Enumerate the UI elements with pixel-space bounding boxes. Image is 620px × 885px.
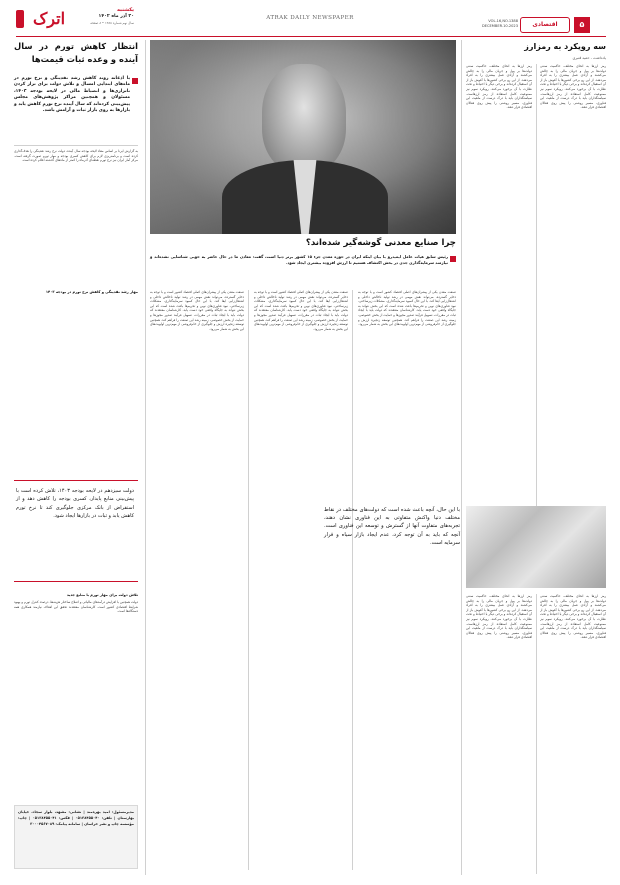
main-lead: رئیس سابق هیات عامل ایمیدرو با بیان اینکه ایران در حوزه معدن جزء ۱۵ کشور برتر دنیا است، گفت: معادن ما در حال حاضر به خوبی شناسایی نشده‌اند و نیازمند سرمایه‌گذاری جدی در بخش اکتشاف هستیم تا ارزش افزوده بیشتری ایجاد شود. <box>150 254 448 265</box>
section-tag: اقتصادی <box>520 17 570 33</box>
right-col-divider-2 <box>536 594 537 874</box>
center-title: ATRAK DAILY NEWSPAPER <box>266 15 354 21</box>
masthead <box>0 0 620 34</box>
masthead-rule <box>16 36 606 37</box>
column-divider-right <box>461 40 462 875</box>
issue-line: سال نهم شماره ۱۳۸۸ • ۸ صفحه <box>90 21 134 25</box>
main-photo <box>150 40 456 234</box>
right-body-col-4: رمز ارزها به انحای مختلف، حاکمیت سنتی دولت‌ها بر پول و جریان مالی را به چالش می‌کشند و آزادی عمل بیشتری را به افراد می‌دهند. از این رو برخی کشورها با آغوش باز از آن استقبال کرده‌اند و برخی دیگر با احتیاط و تحت نظارت با آن برخورد می‌کنند. رویکرد سوم نیز ممنوعیت کامل استفاده از رمز ارزهاست. سیاستگذاران باید با درک درست از ماهیت این فناوری، مسیر روشنی را پیش روی فعالان اقتصادی قرار دهند. <box>540 594 606 640</box>
right-body-col-1: رمز ارزها به انحای مختلف، حاکمیت سنتی دولت‌ها بر پول و جریان مالی را به چالش می‌کشند و آزادی عمل بیشتری را به افراد می‌دهند. از این رو برخی کشورها با آغوش باز از آن استقبال کرده‌اند و برخی دیگر با احتیاط و تحت نظارت با آن برخورد می‌کنند. رویکرد سوم نیز ممنوعیت کامل استفاده از رمز ارزهاست. سیاستگذاران باید با درک درست از ماهیت این فناوری، مسیر روشنی را پیش روی فعالان اقتصادی قرار دهند. <box>466 64 532 110</box>
left-headline: انتظار کاهش تورم در سال آینده و وعده ثبات قیمت‌ها <box>14 41 138 64</box>
weekday-label: یکشنبه <box>117 7 134 13</box>
date-en: DECEMBER.10.2023 <box>481 24 518 28</box>
newspaper-logo: اترک <box>32 9 66 28</box>
left-body-1: به گزارش ایرنا بر اساس مفاد لایحه بودجه سال آینده، دولت نرخ رشد نقدینگی را هدف‌گذاری کرده است و برنامه‌ریزی لازم برای کاهش کسری بودجه و مهار تورم صورت گرفته است. مرکز آمار ایران نیز نرخ تورم نقطه‌ای آذرماه را کمتر از ماه‌های گذشته اعلام کرده است. <box>14 149 138 163</box>
right-headline: سه رویکرد به رمزارز <box>524 42 606 51</box>
left-subhead-1: مهار رشد نقدینگی و کاهش نرخ تورم در بودجه ۱۴۰۳ <box>45 290 138 294</box>
volume-number: VOL.16,NO.1388 <box>488 19 518 23</box>
right-body-col-3: رمز ارزها به انحای مختلف، حاکمیت سنتی دولت‌ها بر پول و جریان مالی را به چالش می‌کشند و آزادی عمل بیشتری را به افراد می‌دهند. از این رو برخی کشورها با آغوش باز از آن استقبال کرده‌اند و برخی دیگر با احتیاط و تحت نظارت با آن برخورد می‌کنند. رویکرد سوم نیز ممنوعیت کامل استفاده از رمز ارزهاست. سیاستگذاران باید با درک درست از ماهیت این فناوری، مسیر روشنی را پیش روی فعالان اقتصادی قرار دهند. <box>466 594 532 640</box>
logo-badge-icon <box>16 10 24 28</box>
pull-quote-image <box>466 506 606 588</box>
left-lead: با اذعانه روند کاهش رشد نقدینگی و نرخ تورم در ماه‌های ابتدایی امسال و تلاش دولت برای تراز کردن ناترازی‌ها و انضباط مالی در لایحه بودجه ۱۴۰۳، مسئولان و همچنین مراکز پژوهش‌های مجلس پیش‌بینی کرده‌اند که سال آینده نرخ تورم کاهش یابد و بازارها به روی بازار ثبات و آرامش باشد. <box>14 76 130 114</box>
main-headline: چرا صنایع معدنی گوشه‌گیر شده‌اند؟ <box>305 238 456 248</box>
page-number: ۵ <box>574 17 590 33</box>
main-body-col-2: صنعت معدن یکی از پیشران‌های اصلی اقتصاد کشور است و با توجه به ذخایر گسترده، می‌تواند نقش مهمی در رشد تولید ناخالص داخلی و اشتغال‌زایی ایفا کند. با این حال کمبود سرمایه‌گذاری، مشکلات زیرساختی، نبود فناوری‌های نوین و تحریم‌ها باعث شده است که این بخش نتواند به جایگاه واقعی خود دست یابد. کارشناسان معتقدند که دولت باید با ایجاد ثبات در مقررات، تسهیل فرآیند صدور مجوزها و حمایت از بخش خصوصی، زمینه رشد این صنعت را فراهم کند. همچنین توسعه زنجیره ارزش و جلوگیری از خام‌فروشی از مهم‌ترین اولویت‌های این بخش به شمار می‌رود. <box>254 290 348 331</box>
quote-box <box>14 480 138 582</box>
left-divider <box>14 145 138 146</box>
left-body-2: دولت همچنین با افزایش درآمدهای مالیاتی و اصلاح ساختار هزینه‌ها، درصدد کنترل تورم و بهبود شرایط اقتصادی کشور است. کارشناسان معتقدند تحقق این اهداف نیازمند همکاری همه دستگاه‌ها است. <box>14 600 138 614</box>
main-col-divider-1 <box>248 290 249 870</box>
footer-text: مدیرمسئول: امید بهره‌مند | نشانی: مشهد، بلوار سجاد، خیابان بهارستان | تلفن: ۰۵۱۳۸۴۵۵۰۴۰ | فکس: ۰۵۱۳۸۴۵۵۰۴۱ | چاپ: مؤسسه چاپ و نشر خراسان | سامانه پیامک: ۳۰۰۰۴۵۶۷۰۸۹ <box>18 810 134 826</box>
right-byline: یادداشت - حمید قنبری <box>572 56 606 60</box>
right-body-col-2: رمز ارزها به انحای مختلف، حاکمیت سنتی دولت‌ها بر پول و جریان مالی را به چالش می‌کشند و آزادی عمل بیشتری را به افراد می‌دهند. از این رو برخی کشورها با آغوش باز از آن استقبال کرده‌اند و برخی دیگر با احتیاط و تحت نظارت با آن برخورد می‌کنند. رویکرد سوم نیز ممنوعیت کامل استفاده از رمز ارزهاست. سیاستگذاران باید با درک درست از ماهیت این فناوری، مسیر روشنی را پیش روی فعالان اقتصادی قرار دهند. <box>540 64 606 110</box>
main-body-col-3: صنعت معدن یکی از پیشران‌های اصلی اقتصاد کشور است و با توجه به ذخایر گسترده، می‌تواند نقش مهمی در رشد تولید ناخالص داخلی و اشتغال‌زایی ایفا کند. با این حال کمبود سرمایه‌گذاری، مشکلات زیرساختی، نبود فناوری‌های نوین و تحریم‌ها باعث شده است که این بخش نتواند به جایگاه واقعی خود دست یابد. کارشناسان معتقدند که دولت باید با ایجاد ثبات در مقررات، تسهیل فرآیند صدور مجوزها و حمایت از بخش خصوصی، زمینه رشد این صنعت را فراهم کند. همچنین توسعه زنجیره ارزش و جلوگیری از خام‌فروشی از مهم‌ترین اولویت‌های این بخش به شمار می‌رود. <box>358 290 456 327</box>
date-fa: ۲۰ آذر ماه ۱۴۰۲ <box>98 14 134 19</box>
left-column <box>14 40 138 875</box>
main-lead-marker-icon <box>450 256 456 262</box>
main-col-divider-2 <box>352 290 353 870</box>
pull-quote: با این حال، آنچه باعث شده است که دولت‌های مختلف در نقاط مختلف دنیا واکنش متفاوتی به این فناوری نشان دهند، تجربه‌های متفاوت آنها از گسترش و توسعه این فناوری است. آنچه که باید به آن توجه کرد، عدم ایجاد بازار سیاه و فرار سرمایه است. <box>324 507 460 546</box>
left-subhead-2: تلاش دولت برای مهار تورم با منابع جدید <box>66 593 138 597</box>
lead-marker-icon <box>132 78 138 84</box>
right-col-divider <box>536 64 537 544</box>
main-body-col-1: صنعت معدن یکی از پیشران‌های اصلی اقتصاد کشور است و با توجه به ذخایر گسترده، می‌تواند نقش مهمی در رشد تولید ناخالص داخلی و اشتغال‌زایی ایفا کند. با این حال کمبود سرمایه‌گذاری، مشکلات زیرساختی، نبود فناوری‌های نوین و تحریم‌ها باعث شده است که این بخش نتواند به جایگاه واقعی خود دست یابد. کارشناسان معتقدند که دولت باید با ایجاد ثبات در مقررات، تسهیل فرآیند صدور مجوزها و حمایت از بخش خصوصی، زمینه رشد این صنعت را فراهم کند. همچنین توسعه زنجیره ارزش و جلوگیری از خام‌فروشی از مهم‌ترین اولویت‌های این بخش به شمار می‌رود. <box>150 290 244 331</box>
left-quote: دولت سیزدهم در لایحه بودجه ۱۴۰۳، تلاش کرده است با پیش‌بینی منابع پایدار، کسری بودجه را کاهش دهد و از استقراض از بانک مرکزی جلوگیری کند تا نرخ تورم کاهش یابد و ثبات در بازارها ایجاد شود. <box>16 488 135 520</box>
photo-subject-face <box>262 64 346 172</box>
footer-box <box>14 805 138 869</box>
column-divider-left <box>145 40 146 875</box>
